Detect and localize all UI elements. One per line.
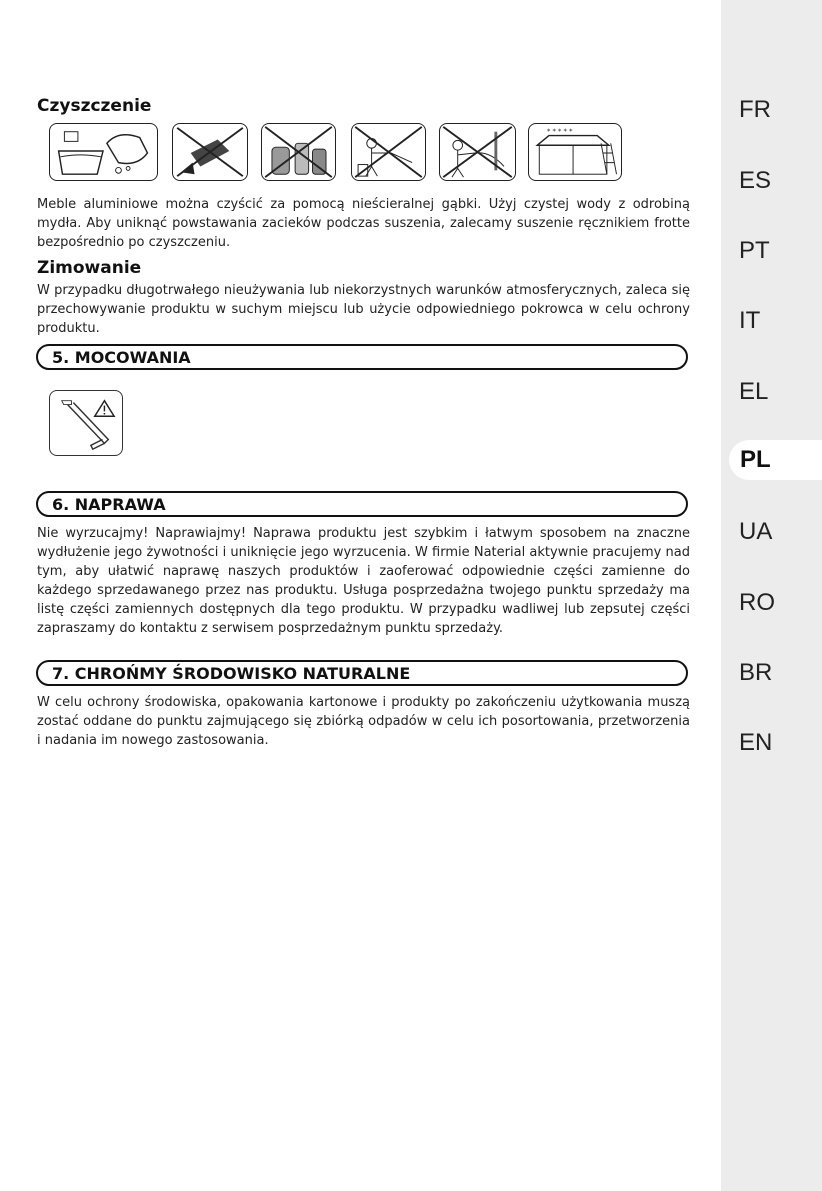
- lang-tab-br[interactable]: BR: [739, 659, 773, 686]
- lang-tab-ua[interactable]: UA: [739, 518, 773, 545]
- allen-key-warning-icon: [49, 390, 123, 456]
- abrasive-tool-prohibited-icon: [172, 123, 248, 181]
- lang-tab-it[interactable]: IT: [739, 307, 761, 334]
- lang-tab-pt[interactable]: PT: [739, 237, 770, 264]
- lang-tab-ro[interactable]: RO: [739, 589, 775, 616]
- lang-tab-fr[interactable]: FR: [739, 96, 771, 123]
- wintering-text: W przypadku długotrwałego nieużywania lub niekorzystnych warunków atmosferycznych, zaleca się przechowywanie produktu w suchym miejscu lub użycie odpowiedniego pokrowca w celu ochrony produktu.: [37, 283, 690, 336]
- wintering-heading: Zimowanie: [37, 258, 142, 278]
- repair-text: Nie wyrzucajmy! Naprawiajmy! Naprawa produktu jest szybkim i łatwym sposobem na znaczne wydłużenie jego żywotności i uniknięcie jego wyrzucenia. W firmie Naterial aktywnie pracujemy nad tym, aby ułatwić naprawę naszych produktów i zaoferować odpowiednie części zamienne do każdego sprzedawanego przez nas produktu. Usługa posprzedażna twojego punktu sprzedaży ma listę części zamiennych dostępnych dla tego produktu. W przypadku wadliwej lub zepsutej części zapraszamy do kontaktu z serwisem posprzedażnym punktu sprzedaży.: [37, 526, 690, 636]
- chemicals-prohibited-icon: [261, 123, 336, 181]
- garden-hose-prohibited-icon: [439, 123, 516, 181]
- section-5-title: 5. MOCOWANIA: [52, 348, 191, 367]
- sponge-water-icon: [49, 123, 158, 181]
- cleaning-heading: Czyszczenie: [37, 96, 152, 116]
- section-6-header: [36, 491, 688, 517]
- cleaning-text: Meble aluminiowe można czyścić za pomocą nieścieralnej gąbki. Użyj czystej wody z odrobiną mydła. Aby uniknąć powstawania zacieków podczas suszenia, zalecamy suszenie ręcznikiem frotte bezpośrednio po czyszczeniu.: [37, 197, 690, 250]
- section-5-header: [36, 344, 688, 370]
- lang-tab-en[interactable]: EN: [739, 729, 773, 756]
- lang-tab-es[interactable]: ES: [739, 167, 772, 194]
- lang-tab-el[interactable]: EL: [739, 378, 769, 405]
- pressure-washer-prohibited-icon: [351, 123, 426, 181]
- svg-text:* * * * *: * * * * *: [547, 127, 573, 136]
- section-6-title: 6. NAPRAWA: [52, 495, 166, 514]
- gazebo-snow-icon: [528, 123, 622, 181]
- language-sidebar: [721, 0, 822, 1191]
- environment-text: W celu ochrony środowiska, opakowania kartonowe i produkty po zakończeniu użytkowania muszą zostać oddane do punktu zajmującego się zbiórką odpadów w celu ich posortowania, przetworzenia i nadania im nowego zastosowania.: [37, 695, 690, 748]
- section-7-header: [36, 660, 688, 686]
- lang-tab-pl[interactable]: PL: [729, 440, 822, 480]
- section-7-title: 7. CHROŃMY ŚRODOWISKO NATURALNE: [52, 664, 411, 683]
